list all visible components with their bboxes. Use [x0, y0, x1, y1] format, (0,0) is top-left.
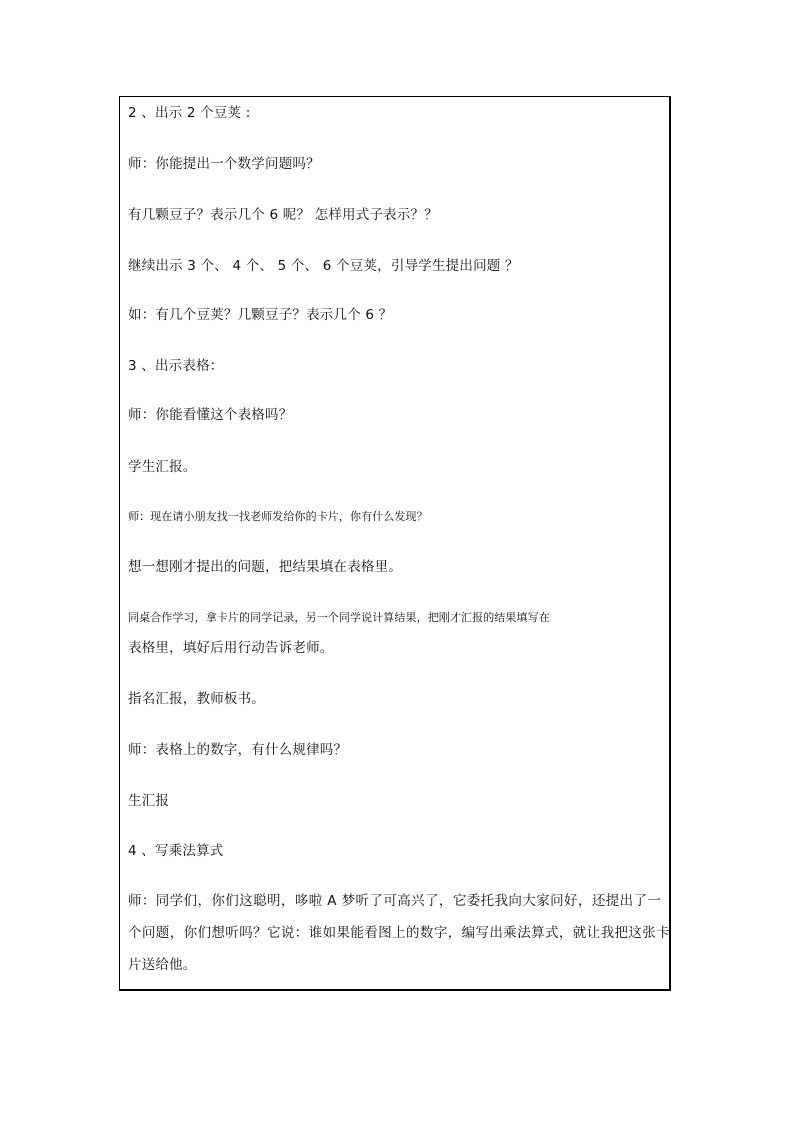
text-line-8: 学生汇报。	[128, 459, 197, 475]
text-line-4: 继续出示 3 个、 4 个、 5 个、 6 个豆荚，引导学生提出问题 ？	[128, 258, 519, 274]
text-line-15: 生汇报	[128, 793, 170, 809]
text-line-6: 3 、出示表格：	[128, 358, 224, 374]
text-line-18: 个问题，你们想听吗？它说：谁如果能看图上的数字，编写出乘法算式，就让我把这张卡	[128, 925, 671, 941]
text-line-17: 师：同学们，你们这聪明，哆啦 A 梦听了可高兴了，它委托我向大家问好，还提出了一	[128, 893, 662, 909]
text-line-16: 4 、写乘法算式	[128, 843, 224, 859]
text-line-3: 有几颗豆子？表示几个 6 呢？ 怎样用式子表示？？	[128, 207, 438, 223]
text-line-9: 师：现在请小朋友找一找老师发给你的卡片，你有什么发现？	[128, 510, 428, 523]
text-line-14: 师：表格上的数字，有什么规律吗？	[128, 742, 348, 758]
text-line-10: 想一想刚才提出的问题，把结果填在表格里。	[128, 559, 402, 575]
text-line-1: 2 、出示 2 个豆荚 :	[128, 105, 251, 121]
text-line-7: 师：你能看懂这个表格吗？	[128, 407, 293, 423]
table-cell-frame	[119, 96, 671, 991]
text-line-12: 表格里，填好后用行动告诉老师。	[128, 640, 334, 656]
text-line-11: 同桌合作学习，拿卡片的同学记录，另一个同学说计算结果，把刚才汇报的结果填写在	[128, 611, 550, 624]
text-line-2: 师：你能提出一个数学问题吗？	[128, 156, 320, 172]
text-line-13: 指名汇报，教师板书。	[128, 691, 265, 707]
text-line-19: 片送给他。	[128, 957, 197, 973]
text-line-5: 如：有几个豆荚？几颗豆子？表示几个 6 ？	[128, 307, 393, 323]
